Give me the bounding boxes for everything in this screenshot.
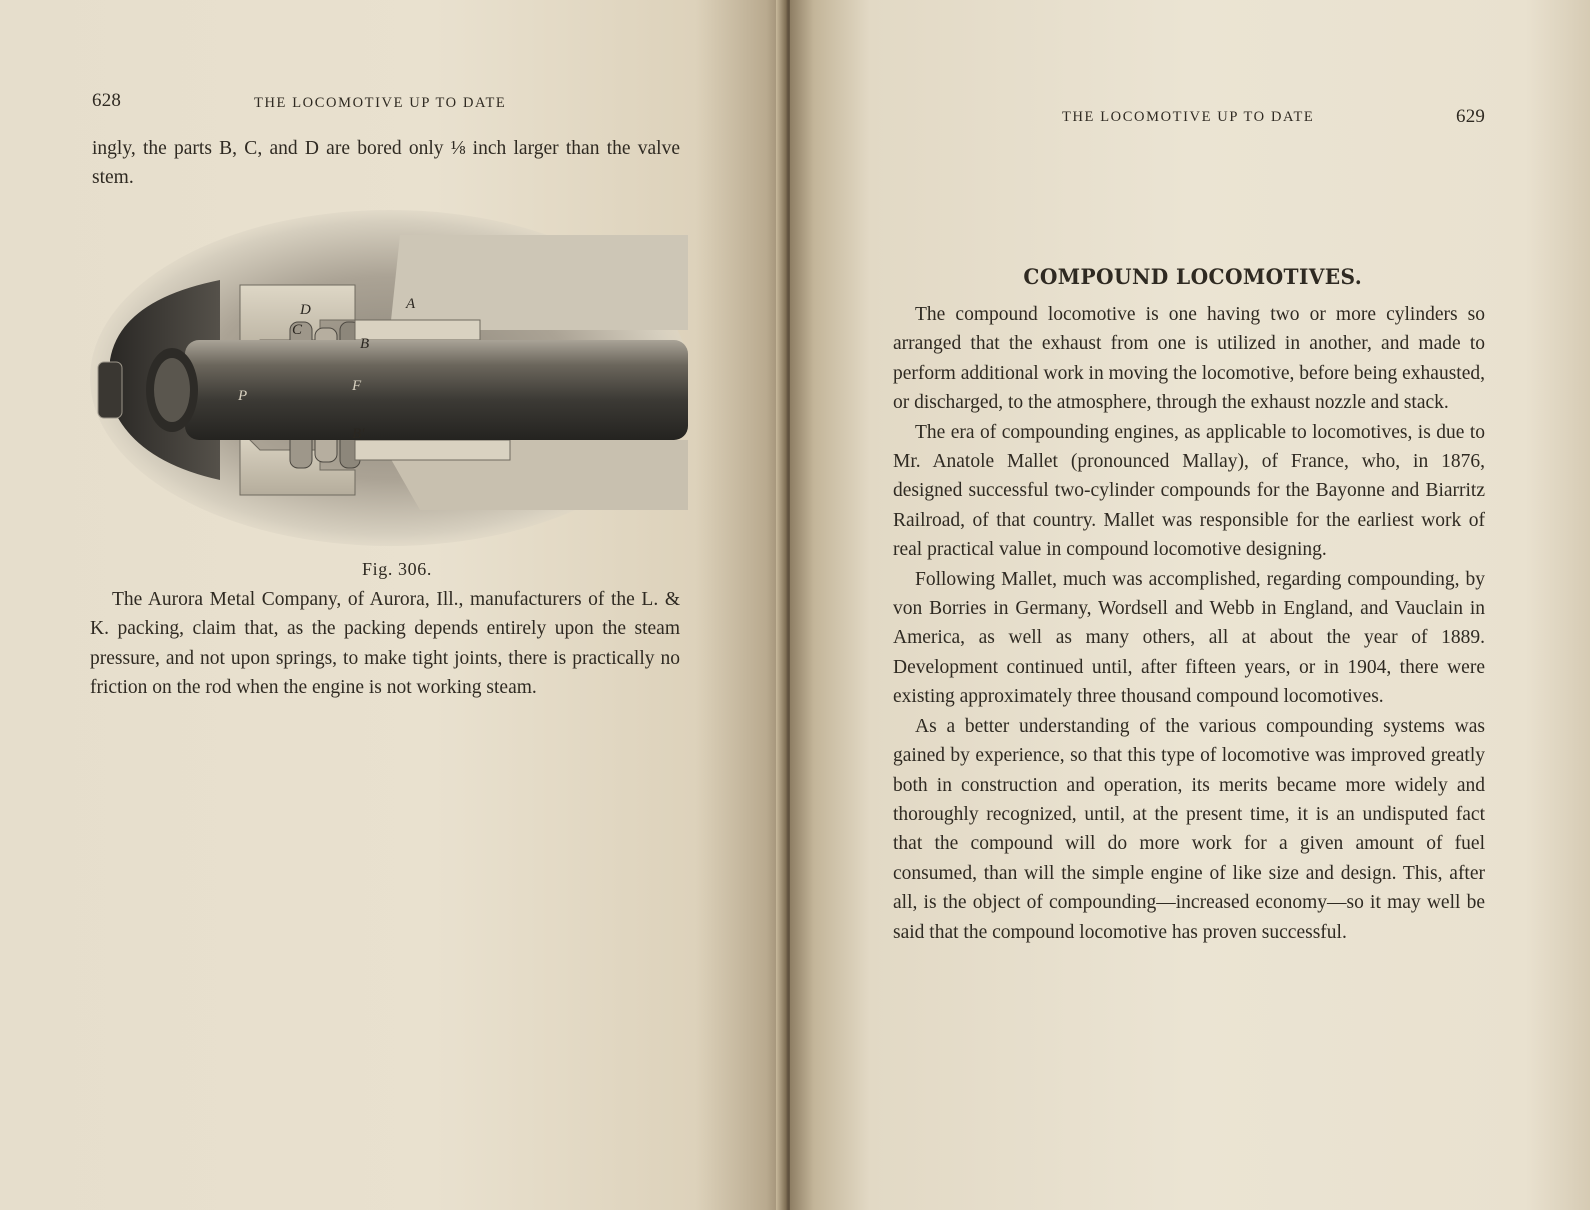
packing-figure (90, 210, 688, 546)
figure-caption-text: Fig. 306. (362, 559, 432, 579)
paragraph-following: Following Mallet, much was accomplished, regarding compounding, by von Borries in Germany, Wordsell and Webb in England, and Vauclain in America, as well as many others, all at about the year of 1889. Development continued until, after fifteen years, or in 1904, there were existing approximately three thousand compound locomotives. (893, 568, 1485, 708)
label-f: F (352, 378, 362, 394)
page-number-right: 629 (1456, 106, 1486, 127)
ring-b (355, 320, 480, 340)
intro-paragraph: ingly, the parts B, C, and D are bored only ⅛ inch larger than the valve stem. (92, 138, 680, 189)
valve-rod (185, 340, 688, 440)
paragraph-aurora: The Aurora Metal Company, of Aurora, Ill., manufacturers of the L. & K. packing, claim that, as the packing depends entirely upon the steam pressure, and not upon springs, to make tight joints, there is practically no friction on the rod when the engine is not working steam. (90, 589, 680, 699)
label-b-prime: B' (352, 426, 365, 442)
running-head-left: THE LOCOMOTIVE UP TO DATE (254, 95, 507, 111)
paragraph-understanding: As a better understanding of the various compounding systems was gained by experience, so that this type of locomotive was improved greatly both in construction and operation, its merits became more widely and thoroughly recognized, until, at the present time, it is an undisputed fact that the compound will do more work for a given amount of fuel consumed, than will the simple engine of like size and design. This, after all, is the object of compounding—increased economy—so it may well be said that the compound locomotive has proven successful. (893, 715, 1485, 943)
paragraph-mallet: The era of compounding engines, as applicable to locomotives, is due to Mr. Anatole Mallet (pronounced Mallay), of France, who, in 1876, designed successful two-cylinder compounds for the Bayonne and Biarritz Railroad, of that country. Mallet was responsible for the earliest work of real practical value in compound locomotive designing. (893, 421, 1485, 561)
left-body (90, 585, 680, 703)
label-d: D (300, 302, 311, 318)
paragraph-definition: The compound locomotive is one having two or more cylinders so arranged that the exhaust from one is utilized in another, and made to perform additional work in moving the locomotive, before being exhausted, or discharged, to the atmosphere, through the exhaust nozzle and stack. (893, 304, 1485, 414)
packing-illustration (90, 210, 688, 546)
right-body (893, 300, 1485, 947)
figure-caption (0, 559, 790, 580)
running-head-right: THE LOCOMOTIVE UP TO DATE (1062, 109, 1315, 125)
intro-text (92, 134, 680, 193)
page-number-left: 628 (92, 90, 122, 111)
label-b: B (360, 336, 370, 352)
section-heading: COMPOUND LOCOMOTIVES. (1023, 264, 1363, 289)
left-page (0, 0, 790, 1210)
gland-part-a-upper (390, 235, 688, 330)
label-c: C (292, 322, 303, 338)
label-p: P (238, 388, 248, 404)
rod-end-face (154, 358, 190, 422)
hex-nut (98, 362, 122, 418)
ring-b-prime (355, 440, 510, 460)
label-a: A (406, 296, 416, 312)
